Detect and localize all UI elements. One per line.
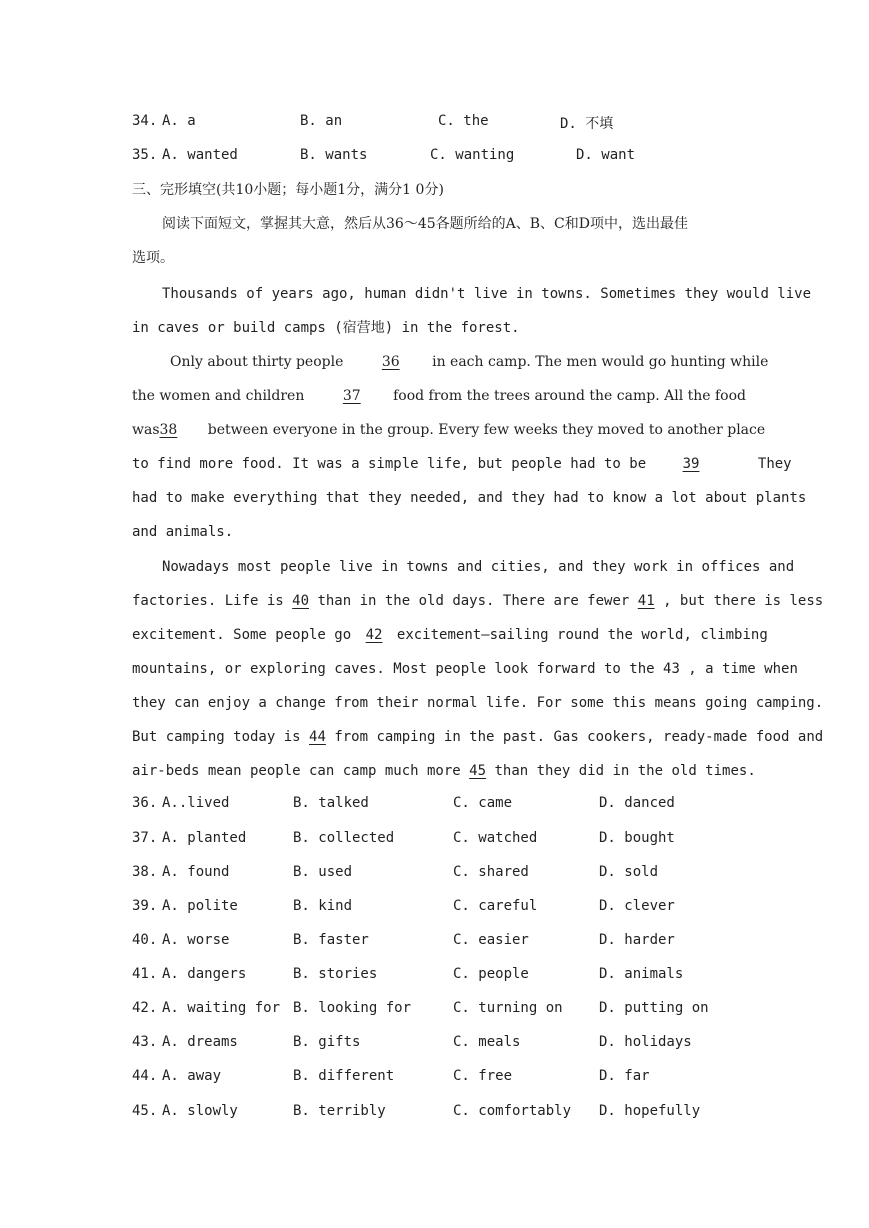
passage-text: in each camp. The men would go hunting while xyxy=(432,354,769,370)
passage-text: to find more food. It was a simple life, but people had to be xyxy=(132,456,647,472)
passage-text: excitement—sailing round the world, climbing xyxy=(396,627,768,643)
passage-line: Thousands of years ago, human didn't live in towns. Sometimes they would live xyxy=(162,286,812,302)
option-b: B. looking for xyxy=(293,1000,412,1016)
passage-text: , but there is less xyxy=(663,593,824,609)
passage-text: food from the trees around the camp. All the food xyxy=(393,388,747,404)
passage-text: They xyxy=(757,456,792,472)
option-c: C. the xyxy=(438,113,489,129)
passage-line xyxy=(132,625,768,645)
question-number: 37. xyxy=(132,830,158,846)
option-b: B. wants xyxy=(300,147,368,163)
section-instruction: 阅读下面短文，掌握其大意，然后从36～45各题所给的A、B、C和D项中，选出最佳 xyxy=(162,216,688,232)
blank-38: 38 xyxy=(159,422,178,438)
option-a: A. found xyxy=(162,864,230,880)
passage-line xyxy=(170,352,768,372)
option-a: A. away xyxy=(162,1068,222,1084)
option-d: D. animals xyxy=(599,966,684,982)
passage-text: from camping in the past. Gas cookers, ready-made food and xyxy=(334,729,824,745)
passage-text: was xyxy=(132,422,160,438)
option-c: C. meals xyxy=(453,1034,521,1050)
passage-text: Only about thirty people xyxy=(170,354,344,370)
option-a: A. slowly xyxy=(162,1103,238,1119)
question-number: 44. xyxy=(132,1068,158,1084)
option-d: D. sold xyxy=(599,864,659,880)
option-b: B. an xyxy=(300,113,343,129)
passage-line xyxy=(132,761,756,781)
blank-37: 37 xyxy=(342,388,361,404)
option-a: A. worse xyxy=(162,932,230,948)
option-d: D. hopefully xyxy=(599,1103,701,1119)
option-a: A. dreams xyxy=(162,1034,238,1050)
option-b: B. talked xyxy=(293,795,369,811)
passage-line: mountains, or exploring caves. Most people look forward to the 43 , a time when xyxy=(132,661,798,677)
question-number: 34. xyxy=(132,113,158,129)
option-b: B. used xyxy=(293,864,353,880)
option-c: C. people xyxy=(453,966,529,982)
option-b: B. faster xyxy=(293,932,369,948)
option-c: C. comfortably xyxy=(453,1103,572,1119)
option-c: C. careful xyxy=(453,898,538,914)
passage-line xyxy=(132,386,746,406)
passage-line: Nowadays most people live in towns and cities, and they work in offices and xyxy=(162,559,795,575)
blank-40: 40 xyxy=(292,593,310,609)
passage-line xyxy=(132,591,823,611)
passage-text: But camping today is xyxy=(132,729,301,745)
passage-text: factories. Life is xyxy=(132,593,284,609)
question-number: 40. xyxy=(132,932,158,948)
option-a: A. a xyxy=(162,113,196,129)
blank-44: 44 xyxy=(309,729,326,745)
passage-line xyxy=(132,454,792,474)
option-b: B. gifts xyxy=(293,1034,361,1050)
option-b: B. different xyxy=(293,1068,395,1084)
option-a: A..lived xyxy=(162,795,230,811)
passage-line xyxy=(132,420,765,440)
question-number: 36. xyxy=(132,795,158,811)
question-number: 41. xyxy=(132,966,158,982)
passage-text: than in the old days. There are fewer xyxy=(317,593,630,609)
option-d: D. putting on xyxy=(599,1000,709,1016)
option-c: C. shared xyxy=(453,864,529,880)
option-d: D. 不填 xyxy=(560,116,614,132)
passage-line xyxy=(132,727,823,747)
option-c: C. turning on xyxy=(453,1000,563,1016)
option-d: D. danced xyxy=(599,795,675,811)
passage-text: than they did in the old times. xyxy=(494,763,756,779)
option-a: A. waiting for xyxy=(162,1000,281,1016)
question-number: 45. xyxy=(132,1103,158,1119)
blank-45: 45 xyxy=(469,763,487,779)
option-d: D. want xyxy=(576,147,636,163)
question-number: 43. xyxy=(132,1034,158,1050)
blank-41: 41 xyxy=(637,593,655,609)
option-c: C. free xyxy=(453,1068,513,1084)
option-a: A. planted xyxy=(162,830,247,846)
passage-line: had to make everything that they needed, and they had to know a lot about plants xyxy=(132,490,807,506)
option-d: D. far xyxy=(599,1068,650,1084)
option-b: B. stories xyxy=(293,966,378,982)
option-b: B. collected xyxy=(293,830,395,846)
section-instruction-cont: 选项。 xyxy=(132,250,174,266)
blank-36: 36 xyxy=(381,354,400,370)
option-a: A. wanted xyxy=(162,147,238,163)
question-number: 38. xyxy=(132,864,158,880)
option-a: A. polite xyxy=(162,898,238,914)
passage-text: air-beds mean people can camp much more xyxy=(132,763,461,779)
option-a: A. dangers xyxy=(162,966,247,982)
option-c: C. watched xyxy=(453,830,538,846)
passage-text: between everyone in the group. Every few weeks they moved to another place xyxy=(207,422,766,438)
section-heading: 三、完形填空(共10小题；每小题1分，满分1 0分) xyxy=(132,182,444,198)
question-number: 42. xyxy=(132,1000,158,1016)
option-b: B. terribly xyxy=(293,1103,386,1119)
option-c: C. wanting xyxy=(430,147,515,163)
passage-line: and animals. xyxy=(132,524,234,540)
option-b: B. kind xyxy=(293,898,353,914)
option-c: C. came xyxy=(453,795,513,811)
passage-text: the women and children xyxy=(132,388,305,404)
passage-text: excitement. Some people go xyxy=(132,627,352,643)
option-c: C. easier xyxy=(453,932,529,948)
blank-42: 42 xyxy=(365,627,383,643)
passage-line: in caves or build camps (宿营地) in the forest. xyxy=(132,320,520,336)
option-d: D. clever xyxy=(599,898,675,914)
option-d: D. bought xyxy=(599,830,675,846)
option-d: D. holidays xyxy=(599,1034,692,1050)
question-number: 39. xyxy=(132,898,158,914)
passage-line: they can enjoy a change from their normal life. For some this means going camping. xyxy=(132,695,824,711)
option-d: D. harder xyxy=(599,932,675,948)
question-number: 35. xyxy=(132,147,158,163)
blank-39: 39 xyxy=(682,456,700,472)
